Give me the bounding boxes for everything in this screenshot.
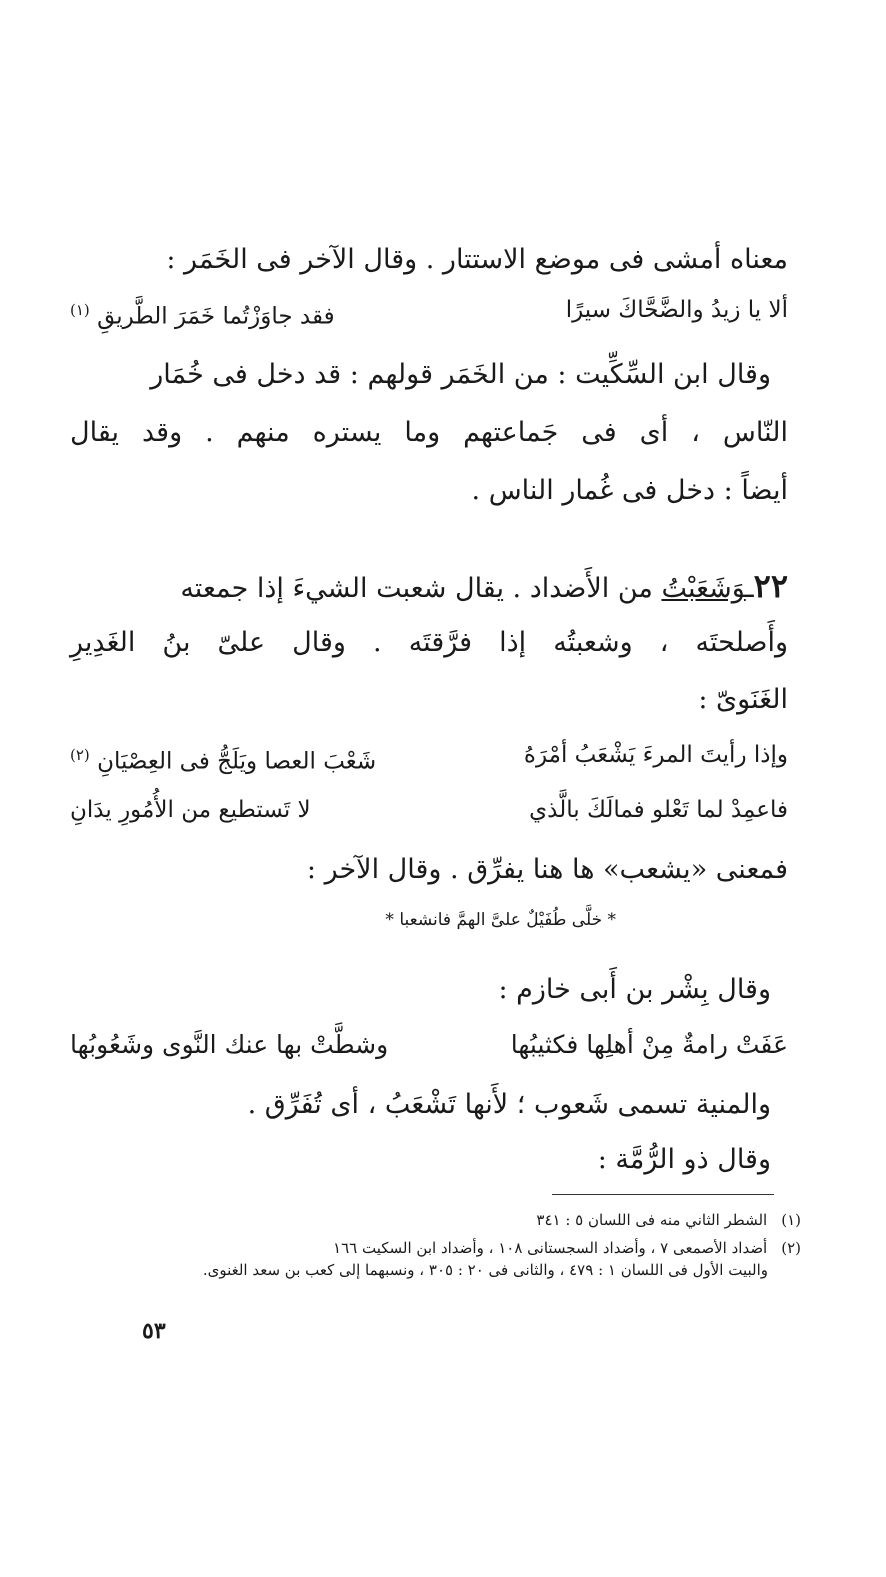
- verse-hemistich: [70, 735, 376, 782]
- verse-line: [70, 735, 788, 782]
- footnote-ref: (١): [70, 301, 90, 319]
- verse-line: [70, 1025, 788, 1065]
- verse-line: [70, 290, 788, 337]
- hemistich-text: فقد جاوَزْتُما خَمَرَ الطَّريقِ: [97, 303, 335, 330]
- hemistich-text: فاعمِدْ لما تَعْلو فمالَكَ بالَّذي: [529, 797, 788, 823]
- text-line: وقال بِشْر بن أَبى خازم :: [498, 974, 771, 1005]
- hemistich-text: عَفَتْ رامةٌ مِنْ أهلِها فكثيبُها: [510, 1030, 788, 1059]
- verse-hemistich: [529, 790, 788, 830]
- page-number: ٥٣: [142, 1318, 166, 1344]
- footnote-text: الشطر الثاني منه فى اللسان ٥ : ٣٤١: [536, 1211, 768, 1229]
- verse-hemistich: [566, 290, 788, 337]
- footnote-ref: (٢): [70, 746, 90, 764]
- section-dash: ـ: [745, 573, 754, 604]
- verse-hemistich: [524, 735, 788, 782]
- section-text: من الأَضداد . يقال شعبت الشيءَ إذا جمعته: [180, 573, 653, 604]
- verse-hemistich: [70, 790, 311, 830]
- footnote: [90, 1209, 801, 1231]
- text-line: النّاس ، أى فى جَماعتهم وما يستره منهم . وقد يقال: [70, 417, 788, 448]
- verse-hemistich: [70, 290, 335, 337]
- hemistich-text: ألا يا زيدُ والضَّحَّاكَ سيرًا: [565, 297, 788, 323]
- footnote-continuation: والبيت الأول فى اللسان ١ : ٤٧٩ ، والثانى فى ٢٠ : ٣٠٥ ، ونسبهما إلى كعب بن سعد الغنوى.: [202, 1261, 768, 1279]
- hemistich-text: وشطَّتْ بها عنك النَّوى وشَعُوبُها: [70, 1030, 389, 1059]
- half-verse: * خلَّى طُفَيْلٌ علىَّ الهمَّ فانشعبا *: [385, 910, 616, 930]
- hemistich-text: لا تَستطيع من الأُمُورِ يدَانِ: [70, 797, 311, 823]
- footnote: [90, 1237, 801, 1259]
- section-heading-line: [70, 566, 788, 609]
- verse-hemistich: [70, 1025, 388, 1065]
- section-number: ٢٢: [753, 567, 788, 605]
- text-line: وقال ذو الرُّمَّة :: [597, 1144, 771, 1175]
- footnote-text: أضداد الأصمعى ٧ ، وأضداد السجستانى ١٠٨ ، وأضداد ابن السكيت ١٦٦: [333, 1239, 768, 1257]
- hemistich-text: وإذا رأيتَ المرءَ يَشْعَبُ أمْرَهُ: [523, 742, 788, 768]
- verse-line: [70, 790, 788, 830]
- text-line: فمعنى «يشعب» ها هنا يفرِّق . وقال الآخر :: [306, 854, 788, 885]
- text-line: الغَنَوىّ :: [698, 684, 788, 715]
- footnote-separator: [552, 1194, 774, 1195]
- text-line: وقال ابن السِّكِّيت : من الخَمَر قولهم : قد دخل فى خُمَار: [150, 359, 771, 390]
- hemistich-text: شَعْبَ العصا ويَلَجُّ فى العِصْيَانِ: [97, 748, 377, 775]
- footnote-mark: (٢): [781, 1239, 801, 1257]
- footnote-mark: (١): [781, 1211, 801, 1229]
- section-headword: وَشَعَبْتُ: [661, 573, 746, 604]
- text-line: أيضاً : دخل فى غُمار الناس .: [471, 475, 788, 506]
- text-line: وأَصلحتَه ، وشعبتُه إذا فرَّقتَه . وقال علىّ بنُ الغَدِيرِ: [70, 627, 788, 658]
- text-line: والمنية تسمى شَعوب ؛ لأَنها تَشْعَبُ ، أى تُفَرِّق .: [247, 1089, 771, 1120]
- text-line: معناه أمشى فى موضع الاستتار . وقال الآخر فى الخَمَر :: [166, 244, 788, 275]
- verse-hemistich: [511, 1025, 788, 1065]
